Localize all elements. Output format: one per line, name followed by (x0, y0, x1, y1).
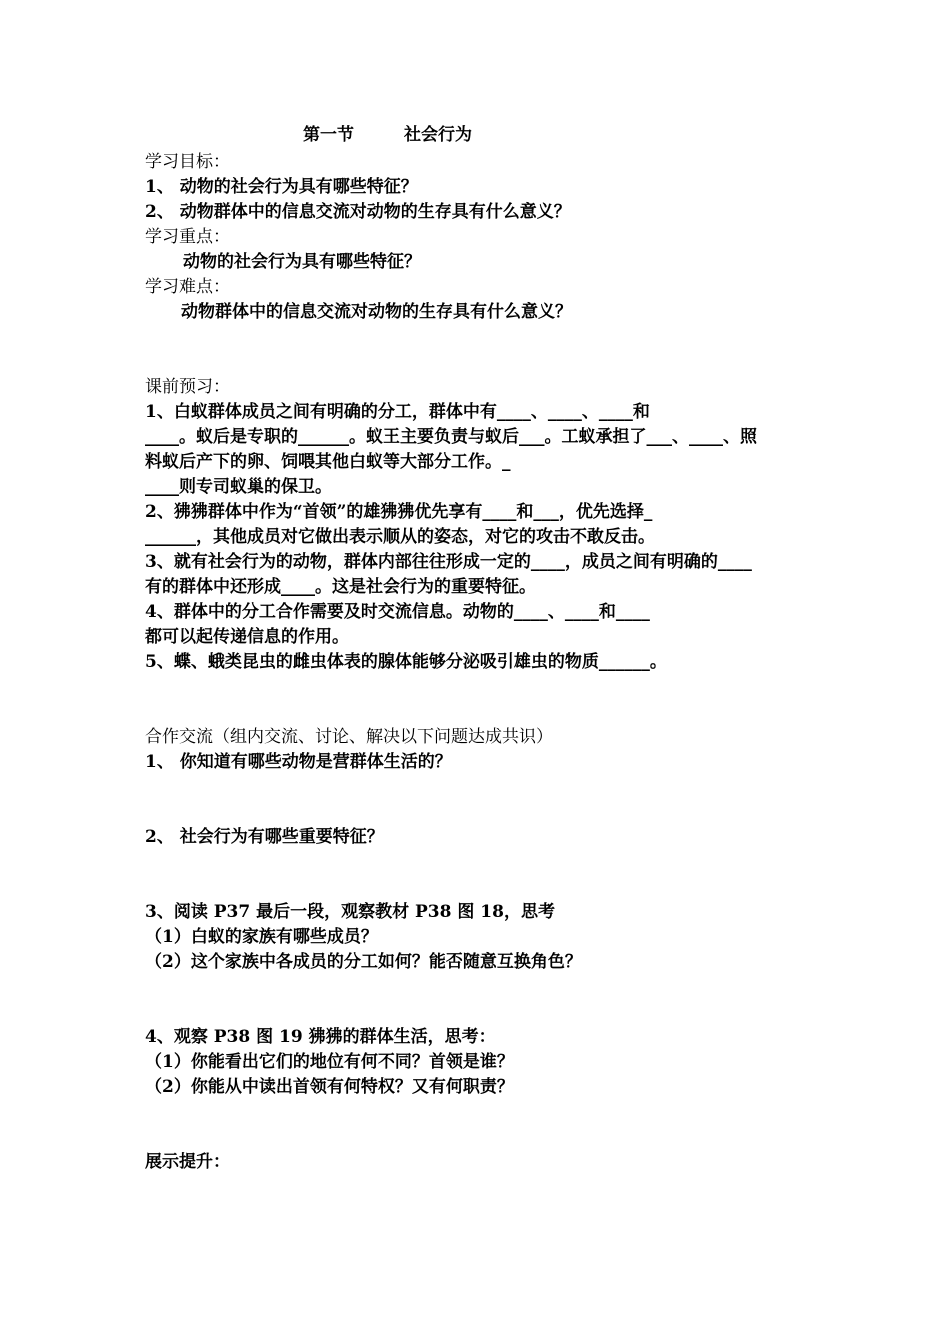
cooperation-question-4-1: （1）你能看出它们的地位有何不同？首领是谁？ (145, 1052, 514, 1072)
preview-line: 有的群体中还形成____。这是社会行为的重要特征。 (145, 577, 536, 597)
cooperation-question-3-2: （2）这个家族中各成员的分工如何？能否随意互换角色？ (145, 952, 582, 972)
key-points-heading: 学习重点： (145, 227, 230, 247)
objective-item-1: 1、 动物的社会行为具有哪些特征？ (145, 177, 418, 197)
cooperation-question-2: 2、 社会行为有哪些重要特征？ (145, 827, 384, 847)
preview-line: 4、群体中的分工合作需要及时交流信息。动物的____、____和____ (145, 602, 650, 622)
title-section: 第一节 (303, 125, 354, 145)
cooperation-heading: 合作交流（组内交流、讨论、解决以下问题达成共识） (145, 727, 553, 747)
preview-line: ____。蚁后是专职的______。蚁王主要负责与蚁后___。工蚁承担了___、____、照 (145, 427, 757, 447)
preview-line: ____则专司蚁巢的保卫。 (145, 477, 332, 497)
preview-heading: 课前预习： (145, 377, 230, 397)
display-heading: 展示提升： (145, 1152, 230, 1172)
preview-line: 3、就有社会行为的动物，群体内部往往形成一定的____，成员之间有明确的____ (145, 552, 752, 572)
preview-line: 2、狒狒群体中作为“首领”的雄狒狒优先享有____和___，优先选择_ (145, 502, 653, 522)
page-title (145, 120, 815, 150)
cooperation-question-4: 4、观察 P38 图 19 狒狒的群体生活，思考： (145, 1027, 496, 1047)
objective-item-2: 2、 动物群体中的信息交流对动物的生存具有什么意义？ (145, 202, 571, 222)
cooperation-question-1: 1、 你知道有哪些动物是营群体生活的？ (145, 752, 452, 772)
title-topic: 社会行为 (404, 125, 472, 145)
preview-line: 都可以起传递信息的作用。 (145, 627, 349, 647)
cooperation-question-3-1: （1）白蚁的家族有哪些成员？ (145, 927, 378, 947)
difficulties-text: 动物群体中的信息交流对动物的生存具有什么意义？ (181, 302, 572, 322)
preview-line: ______，其他成员对它做出表示顺从的姿态，对它的攻击不敢反击。 (145, 527, 655, 547)
objectives-heading: 学习目标： (145, 152, 230, 172)
key-points-text: 动物的社会行为具有哪些特征？ (183, 252, 421, 272)
cooperation-question-4-2: （2）你能从中读出首领有何特权？又有何职责？ (145, 1077, 514, 1097)
preview-line: 料蚁后产下的卵、饲喂其他白蚁等大部分工作。_ (145, 452, 511, 472)
preview-line: 1、白蚁群体成员之间有明确的分工，群体中有____、____、____和 (145, 402, 650, 422)
cooperation-question-3: 3、阅读 P37 最后一段，观察教材 P38 图 18，思考 (145, 902, 555, 922)
difficulties-heading: 学习难点： (145, 277, 230, 297)
preview-line: 5、蝶、蛾类昆虫的雌虫体表的腺体能够分泌吸引雄虫的物质______。 (145, 652, 667, 672)
document-page (145, 120, 815, 1175)
